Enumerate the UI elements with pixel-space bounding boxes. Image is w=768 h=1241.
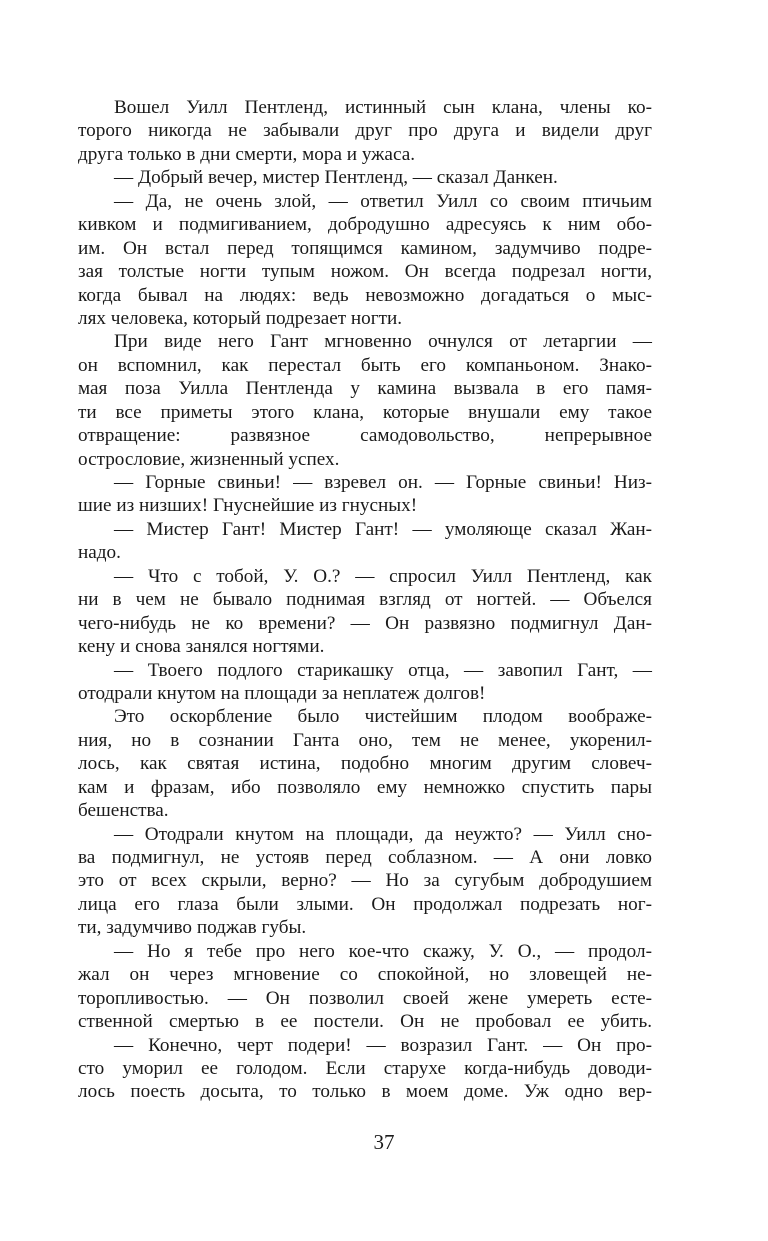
text-line: лица его глаза были злыми. Он продолжал подрезать ног-: [78, 893, 652, 915]
text-line: чего-нибудь не ко времени? — Он развязно подмигнул Дан-: [78, 612, 652, 634]
text-line: острословие, жизненный успех.: [78, 448, 340, 470]
text-line: ния, но в сознании Ганта оно, тем не менее, укоренил-: [78, 729, 652, 751]
text-line: Вошел Уилл Пентленд, истинный сын клана, члены ко-: [114, 97, 652, 118]
text-line: это от всех скрыли, верно? — Но за сугубым добродушием: [78, 870, 652, 892]
text-line: отвращение: развязное самодовольство, непрерывное: [78, 425, 652, 447]
text-line: ти все приметы этого клана, которые внушали ему такое: [78, 401, 652, 423]
text-line: — Мистер Гант! Мистер Гант! — умоляюще сказал Жан-: [114, 518, 652, 540]
text-line: кивком и подмигиванием, добродушно адресуясь к ним обо-: [78, 214, 652, 236]
text-line: торого никогда не забывали друг про друга и видели друг: [78, 120, 652, 142]
text-line: — Твоего подлого старикашку отца, — завопил Гант, —: [114, 659, 652, 681]
text-line: ственной смертью в ее постели. Он не пробовал ее убить.: [78, 1011, 652, 1033]
text-line: торопливостью. — Он позволил своей жене умереть есте-: [78, 987, 652, 1009]
text-line: лях человека, который подрезает ногти.: [78, 307, 403, 329]
text-line: шие из низших! Гнуснейшие из гнусных!: [78, 495, 418, 517]
text-line: он вспомнил, как перестал быть его компаньоном. Знако-: [78, 354, 652, 376]
text-line: им. Он встал перед топящимся камином, задумчиво подре-: [78, 237, 652, 259]
text-line: Это оскорбление было чистейшим плодом воображе-: [114, 706, 652, 728]
text-line: — Что с тобой, У. О.? — спросил Уилл Пентленд, как: [114, 565, 652, 587]
text-line: сто уморил ее голодом. Если старухе когда-нибудь доводи-: [78, 1057, 652, 1079]
text-line: кам и фразам, ибо позволяло ему немножко спустить пары: [78, 776, 652, 798]
text-line: мая поза Уилла Пентленда у камина вызвала в его памя-: [78, 378, 652, 400]
text-line: — Горные свиньи! — взревел он. — Горные свиньи! Низ-: [114, 472, 652, 493]
text-line: друга только в дни смерти, мора и ужаса.: [78, 143, 416, 165]
text-line: лось поесть досыта, то только в моем доме. Уж одно вер-: [78, 1081, 652, 1103]
text-line: ти, задумчиво поджав губы.: [78, 917, 307, 939]
text-line: кену и снова занялся ногтями.: [78, 636, 325, 658]
text-line: ва подмигнул, не устояв перед соблазном. — А они ловко: [78, 847, 652, 868]
text-line: При виде него Гант мгновенно очнулся от летаргии —: [114, 331, 652, 353]
text-line: лось, как святая истина, подобно многим другим словеч-: [78, 753, 652, 775]
text-line: надо.: [78, 542, 121, 564]
body-text: [78, 96, 652, 1104]
text-line: — Но я тебе про него кое-что скажу, У. О., — продол-: [114, 940, 652, 962]
text-line: — Отодрали кнутом на площади, да неужто? — Уилл сно-: [114, 823, 652, 845]
text-line: — Добрый вечер, мистер Пентленд, — сказал Данкен.: [114, 167, 558, 189]
text-line: отодрали кнутом на площади за неплатеж долгов!: [78, 682, 486, 704]
text-line: когда бывал на людях: ведь невозможно догадаться о мыс-: [78, 284, 652, 306]
page-number: 37: [373, 1130, 395, 1154]
text-line: жал он через мгновение со спокойной, но зловещей не-: [78, 964, 652, 986]
text-line: — Да, не очень злой, — ответил Уилл со своим птичьим: [114, 190, 652, 212]
text-line: — Конечно, черт подери! — возразил Гант. — Он про-: [114, 1034, 652, 1056]
text-line: бешенства.: [78, 800, 169, 822]
text-line: зая толстые ногти тупым ножом. Он всегда подрезал ногти,: [78, 261, 652, 283]
text-line: ни в чем не бывало поднимая взгляд от ногтей. — Объелся: [78, 589, 652, 611]
